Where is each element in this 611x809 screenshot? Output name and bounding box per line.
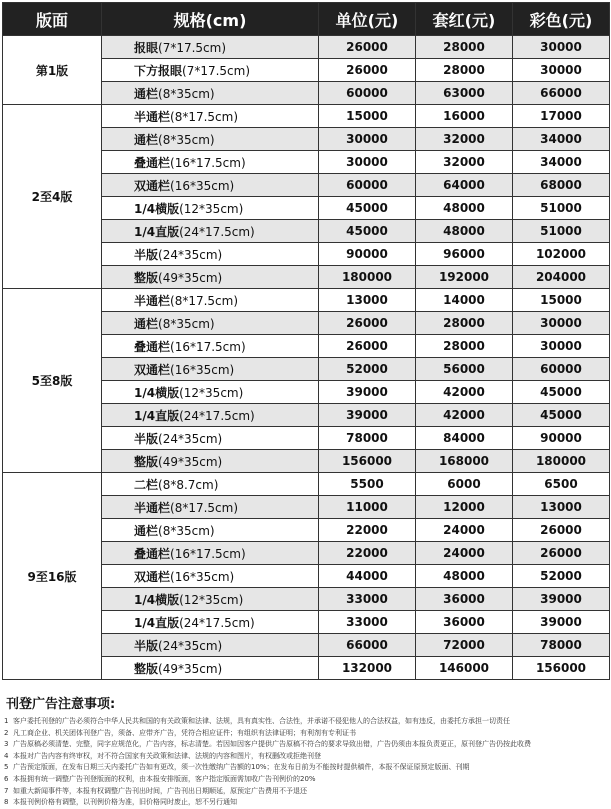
color-price-cell: 39000 <box>513 611 610 634</box>
spec-cell <box>102 473 319 496</box>
spec-size: (12*35cm) <box>179 201 244 216</box>
unit-price-cell: 26000 <box>319 36 416 59</box>
spec-size: (8*35cm) <box>158 523 215 538</box>
spec-name: 整版 <box>134 270 159 285</box>
note-number: 4 <box>4 751 9 760</box>
color-price-cell: 204000 <box>513 266 610 289</box>
unit-price-cell: 11000 <box>319 496 416 519</box>
note-number: 3 <box>4 740 9 749</box>
spec-size: (49*35cm) <box>158 454 223 469</box>
spec-cell <box>102 427 319 450</box>
color-price-cell: 15000 <box>513 289 610 312</box>
spec-name: 双通栏 <box>134 362 171 377</box>
spec-cell <box>102 174 319 197</box>
unit-price-cell: 26000 <box>319 59 416 82</box>
unit-price-cell: 78000 <box>319 427 416 450</box>
red-price-cell: 32000 <box>416 128 513 151</box>
spec-size: (8*17.5cm) <box>170 293 239 308</box>
table-row <box>3 105 610 128</box>
unit-price-cell: 13000 <box>319 289 416 312</box>
spec-size: (24*35cm) <box>158 431 223 446</box>
table-header-row <box>3 3 610 36</box>
note-item <box>4 786 607 798</box>
spec-name: 叠通栏 <box>134 339 171 354</box>
spec-name: 整版 <box>134 661 159 676</box>
notes-title: 刊登广告注意事项: <box>6 697 116 712</box>
spec-cell <box>102 450 319 473</box>
unit-price-cell: 156000 <box>319 450 416 473</box>
spec-cell <box>102 266 319 289</box>
note-item <box>4 728 607 740</box>
unit-price-cell: 60000 <box>319 174 416 197</box>
spec-cell <box>102 404 319 427</box>
note-text: 广告预定版面，在发布日期三天内委托广告如有更改，须一次性缴纳广告额的10%；在发布日前为不能按时提供稿件，本报不保证原预定版面、刊期 <box>13 763 470 772</box>
red-price-cell: 36000 <box>416 588 513 611</box>
red-price-cell: 42000 <box>416 381 513 404</box>
spec-name: 下方报眼 <box>134 63 183 78</box>
red-price-cell: 28000 <box>416 335 513 358</box>
color-price-cell: 156000 <box>513 657 610 680</box>
spec-size: (16*17.5cm) <box>170 546 246 561</box>
color-price-cell: 26000 <box>513 542 610 565</box>
color-price-cell: 90000 <box>513 427 610 450</box>
unit-price-cell: 26000 <box>319 312 416 335</box>
spec-name: 叠通栏 <box>134 546 171 561</box>
unit-price-cell: 180000 <box>319 266 416 289</box>
note-text: 本报对广告内容有终审权，对不符合国家有关政策和法律、法规的内容和图片，有权删改或拒绝刊登 <box>13 751 321 760</box>
ad-rate-table <box>2 2 610 680</box>
note-item <box>4 739 607 751</box>
spec-name: 1/4直版 <box>134 408 180 423</box>
color-price-cell: 17000 <box>513 105 610 128</box>
unit-price-cell: 39000 <box>319 404 416 427</box>
spec-size: (8*17.5cm) <box>170 109 239 124</box>
color-price-cell: 26000 <box>513 519 610 542</box>
spec-name: 半通栏 <box>134 500 171 515</box>
note-number: 8 <box>4 798 9 807</box>
spec-name: 半通栏 <box>134 109 171 124</box>
red-price-cell: 56000 <box>416 358 513 381</box>
red-price-cell: 6000 <box>416 473 513 496</box>
red-price-cell: 16000 <box>416 105 513 128</box>
note-number: 6 <box>4 774 9 783</box>
spec-size: (12*35cm) <box>179 385 244 400</box>
spec-cell <box>102 611 319 634</box>
spec-cell <box>102 335 319 358</box>
unit-price-cell: 132000 <box>319 657 416 680</box>
unit-price-cell: 26000 <box>319 335 416 358</box>
spec-name: 通栏 <box>134 316 159 331</box>
spec-name: 通栏 <box>134 132 159 147</box>
spec-name: 半版 <box>134 638 159 653</box>
note-text: 本报拥有统一调整广告刊登版面的权利，由本报安排版面，客户指定版面需加收广告刊例价的20% <box>13 774 316 783</box>
spec-size: (8*8.7cm) <box>158 477 219 492</box>
spec-name: 双通栏 <box>134 569 171 584</box>
note-number: 2 <box>4 728 9 737</box>
unit-price-cell: 45000 <box>319 197 416 220</box>
unit-price-cell: 5500 <box>319 473 416 496</box>
header-spec: 规格(cm) <box>102 3 319 36</box>
spec-name: 通栏 <box>134 523 159 538</box>
header-unit-price: 单位(元) <box>319 3 416 36</box>
color-price-cell: 52000 <box>513 565 610 588</box>
spec-cell <box>102 634 319 657</box>
unit-price-cell: 66000 <box>319 634 416 657</box>
spec-name: 1/4横版 <box>134 385 180 400</box>
red-price-cell: 24000 <box>416 519 513 542</box>
spec-name: 半版 <box>134 247 159 262</box>
table-row <box>3 289 610 312</box>
table-row <box>3 36 610 59</box>
red-price-cell: 63000 <box>416 82 513 105</box>
red-price-cell: 64000 <box>416 174 513 197</box>
color-price-cell: 13000 <box>513 496 610 519</box>
spec-size: (24*17.5cm) <box>179 408 255 423</box>
unit-price-cell: 22000 <box>319 519 416 542</box>
red-price-cell: 14000 <box>416 289 513 312</box>
color-price-cell: 45000 <box>513 404 610 427</box>
unit-price-cell: 30000 <box>319 151 416 174</box>
spec-size: (24*35cm) <box>158 638 223 653</box>
note-text: 客户委托刊登的广告必须符合中华人民共和国的有关政策和法律、法规，具有真实性、合法性，并承诺不侵犯他人的合法权益，如有违反，由委托方承担一切责任 <box>13 717 510 725</box>
spec-size: (16*17.5cm) <box>170 339 246 354</box>
color-price-cell: 30000 <box>513 59 610 82</box>
notes-list <box>4 716 607 809</box>
spec-cell <box>102 358 319 381</box>
spec-size: (49*35cm) <box>158 270 223 285</box>
red-price-cell: 146000 <box>416 657 513 680</box>
spec-size: (8*35cm) <box>158 316 215 331</box>
spec-size: (16*35cm) <box>170 362 235 377</box>
spec-size: (8*17.5cm) <box>170 500 239 515</box>
spec-cell <box>102 59 319 82</box>
note-text: 广告原稿必须清楚、完整，同字应规范化，广告内容，标志清楚。若因如因客户提供广告原稿不符合的要求导致出错，广告仍须由本报负责更正，原刊登广告仍按此收费 <box>13 740 531 749</box>
spec-cell <box>102 381 319 404</box>
spec-cell <box>102 519 319 542</box>
spec-cell <box>102 128 319 151</box>
color-price-cell: 51000 <box>513 197 610 220</box>
spec-cell <box>102 289 319 312</box>
note-text: 如重大新闻事件等，本报有权调整广告刊出时间，广告刊出日期顺延，原预定广告费用不予退还 <box>13 786 307 795</box>
header-color-price: 彩色(元) <box>513 3 610 36</box>
spec-size: (16*35cm) <box>170 569 235 584</box>
note-item <box>4 774 607 786</box>
red-price-cell: 28000 <box>416 36 513 59</box>
red-price-cell: 32000 <box>416 151 513 174</box>
color-price-cell: 51000 <box>513 220 610 243</box>
spec-size: (49*35cm) <box>158 661 223 676</box>
spec-name: 半版 <box>134 431 159 446</box>
header-red-price: 套红(元) <box>416 3 513 36</box>
note-item <box>4 797 607 809</box>
unit-price-cell: 45000 <box>319 220 416 243</box>
note-item <box>4 751 607 763</box>
note-number: 7 <box>4 786 9 795</box>
red-price-cell: 168000 <box>416 450 513 473</box>
spec-cell <box>102 565 319 588</box>
color-price-cell: 45000 <box>513 381 610 404</box>
table-row <box>3 473 610 496</box>
spec-cell <box>102 588 319 611</box>
spec-name: 通栏 <box>134 86 159 101</box>
spec-size: (7*17.5cm) <box>182 63 251 78</box>
spec-cell <box>102 243 319 266</box>
red-price-cell: 28000 <box>416 312 513 335</box>
color-price-cell: 180000 <box>513 450 610 473</box>
unit-price-cell: 33000 <box>319 611 416 634</box>
header-edition: 版面 <box>3 3 102 36</box>
note-number: 1 <box>4 717 9 725</box>
spec-name: 双通栏 <box>134 178 171 193</box>
color-price-cell: 39000 <box>513 588 610 611</box>
red-price-cell: 36000 <box>416 611 513 634</box>
red-price-cell: 192000 <box>416 266 513 289</box>
note-number: 5 <box>4 763 9 772</box>
spec-cell <box>102 197 319 220</box>
spec-size: (24*17.5cm) <box>179 615 255 630</box>
color-price-cell: 30000 <box>513 36 610 59</box>
notes-section <box>4 693 607 809</box>
spec-name: 半通栏 <box>134 293 171 308</box>
color-price-cell: 30000 <box>513 312 610 335</box>
red-price-cell: 72000 <box>416 634 513 657</box>
spec-size: (8*35cm) <box>158 86 215 101</box>
note-item <box>4 716 607 728</box>
red-price-cell: 28000 <box>416 59 513 82</box>
color-price-cell: 102000 <box>513 243 610 266</box>
note-item <box>4 762 607 774</box>
spec-size: (7*17.5cm) <box>158 40 227 55</box>
color-price-cell: 34000 <box>513 151 610 174</box>
spec-size: (24*35cm) <box>158 247 223 262</box>
unit-price-cell: 22000 <box>319 542 416 565</box>
spec-cell <box>102 105 319 128</box>
spec-name: 1/4直版 <box>134 615 180 630</box>
note-text: 本报刊例价格有调整，以刊例价格为准，旧价格同时废止，恕不另行通知 <box>13 798 237 807</box>
spec-cell <box>102 82 319 105</box>
spec-name: 报眼 <box>134 40 159 55</box>
spec-cell <box>102 151 319 174</box>
spec-cell <box>102 220 319 243</box>
spec-name: 二栏 <box>134 477 159 492</box>
edition-cell: 5至8版 <box>3 289 102 473</box>
color-price-cell: 30000 <box>513 335 610 358</box>
color-price-cell: 78000 <box>513 634 610 657</box>
unit-price-cell: 90000 <box>319 243 416 266</box>
unit-price-cell: 44000 <box>319 565 416 588</box>
spec-cell <box>102 542 319 565</box>
spec-name: 1/4横版 <box>134 592 180 607</box>
color-price-cell: 6500 <box>513 473 610 496</box>
edition-cell: 2至4版 <box>3 105 102 289</box>
color-price-cell: 68000 <box>513 174 610 197</box>
spec-size: (16*17.5cm) <box>170 155 246 170</box>
unit-price-cell: 15000 <box>319 105 416 128</box>
red-price-cell: 48000 <box>416 220 513 243</box>
spec-cell <box>102 312 319 335</box>
color-price-cell: 60000 <box>513 358 610 381</box>
spec-cell <box>102 496 319 519</box>
spec-name: 整版 <box>134 454 159 469</box>
spec-cell <box>102 36 319 59</box>
spec-name: 叠通栏 <box>134 155 171 170</box>
unit-price-cell: 52000 <box>319 358 416 381</box>
spec-size: (24*17.5cm) <box>179 224 255 239</box>
spec-size: (16*35cm) <box>170 178 235 193</box>
red-price-cell: 42000 <box>416 404 513 427</box>
spec-name: 1/4直版 <box>134 224 180 239</box>
note-text: 凡工商企业、机关团体刊登广告，须备、应带齐广告，凭符合相应证件；有组织有法律证明；有利剂有专利证书 <box>13 728 356 737</box>
unit-price-cell: 30000 <box>319 128 416 151</box>
red-price-cell: 48000 <box>416 197 513 220</box>
spec-size: (8*35cm) <box>158 132 215 147</box>
red-price-cell: 96000 <box>416 243 513 266</box>
color-price-cell: 66000 <box>513 82 610 105</box>
color-price-cell: 34000 <box>513 128 610 151</box>
edition-cell: 9至16版 <box>3 473 102 680</box>
spec-size: (12*35cm) <box>179 592 244 607</box>
edition-cell: 第1版 <box>3 36 102 105</box>
red-price-cell: 84000 <box>416 427 513 450</box>
unit-price-cell: 33000 <box>319 588 416 611</box>
unit-price-cell: 60000 <box>319 82 416 105</box>
spec-cell <box>102 657 319 680</box>
red-price-cell: 24000 <box>416 542 513 565</box>
red-price-cell: 12000 <box>416 496 513 519</box>
unit-price-cell: 39000 <box>319 381 416 404</box>
red-price-cell: 48000 <box>416 565 513 588</box>
spec-name: 1/4横版 <box>134 201 180 216</box>
